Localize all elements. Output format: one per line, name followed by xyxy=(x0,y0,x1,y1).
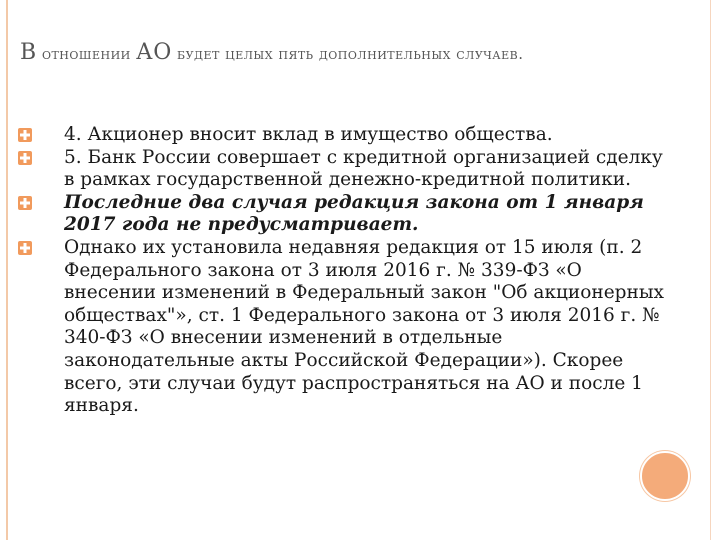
title-word: АО xyxy=(136,40,172,65)
cross-bullet-icon xyxy=(18,151,32,165)
title-word: будет целых пять дополнительных случаев. xyxy=(171,45,524,63)
cross-bullet-icon xyxy=(18,196,32,210)
title-word: отношении xyxy=(36,45,137,63)
cross-bullet-icon xyxy=(18,128,32,142)
bullet-item xyxy=(18,124,678,147)
title-word: В xyxy=(20,40,37,65)
right-frame-line xyxy=(710,0,711,540)
bullet-text: Однако их установила недавняя редакция от 15 июля (п. 2 Федерального закона от 3 июля 2016 г. № 339-ФЗ «О внесении изменений в Федеральный закон "Об акционерных обществах"», ст. 1 Федерального закона от 3 июля 2016 г. № 340-ФЗ «О внесении изменений в отдельные законодательные акты Российской Федерации»). Скорее всего, эти случаи будут распространяться на АО и после 1 января. xyxy=(64,236,664,417)
bullet-text: Последние два случая редакция закона от 1 января 2017 года не предусматривает. xyxy=(64,191,644,236)
bullet-item xyxy=(18,147,678,192)
cross-bullet-icon xyxy=(18,241,32,255)
left-frame-line xyxy=(6,0,8,540)
bullet-list xyxy=(18,124,678,418)
bullet-item xyxy=(18,192,678,237)
bullet-item xyxy=(18,237,678,418)
slide-title xyxy=(20,32,680,75)
bullet-text: 5. Банк России совершает с кредитной организацией сделку в рамках государственной денежно-кредитной политики. xyxy=(64,146,663,191)
decorative-circle xyxy=(640,451,690,501)
bullet-text: 4. Акционер вносит вклад в имущество общества. xyxy=(64,124,553,145)
